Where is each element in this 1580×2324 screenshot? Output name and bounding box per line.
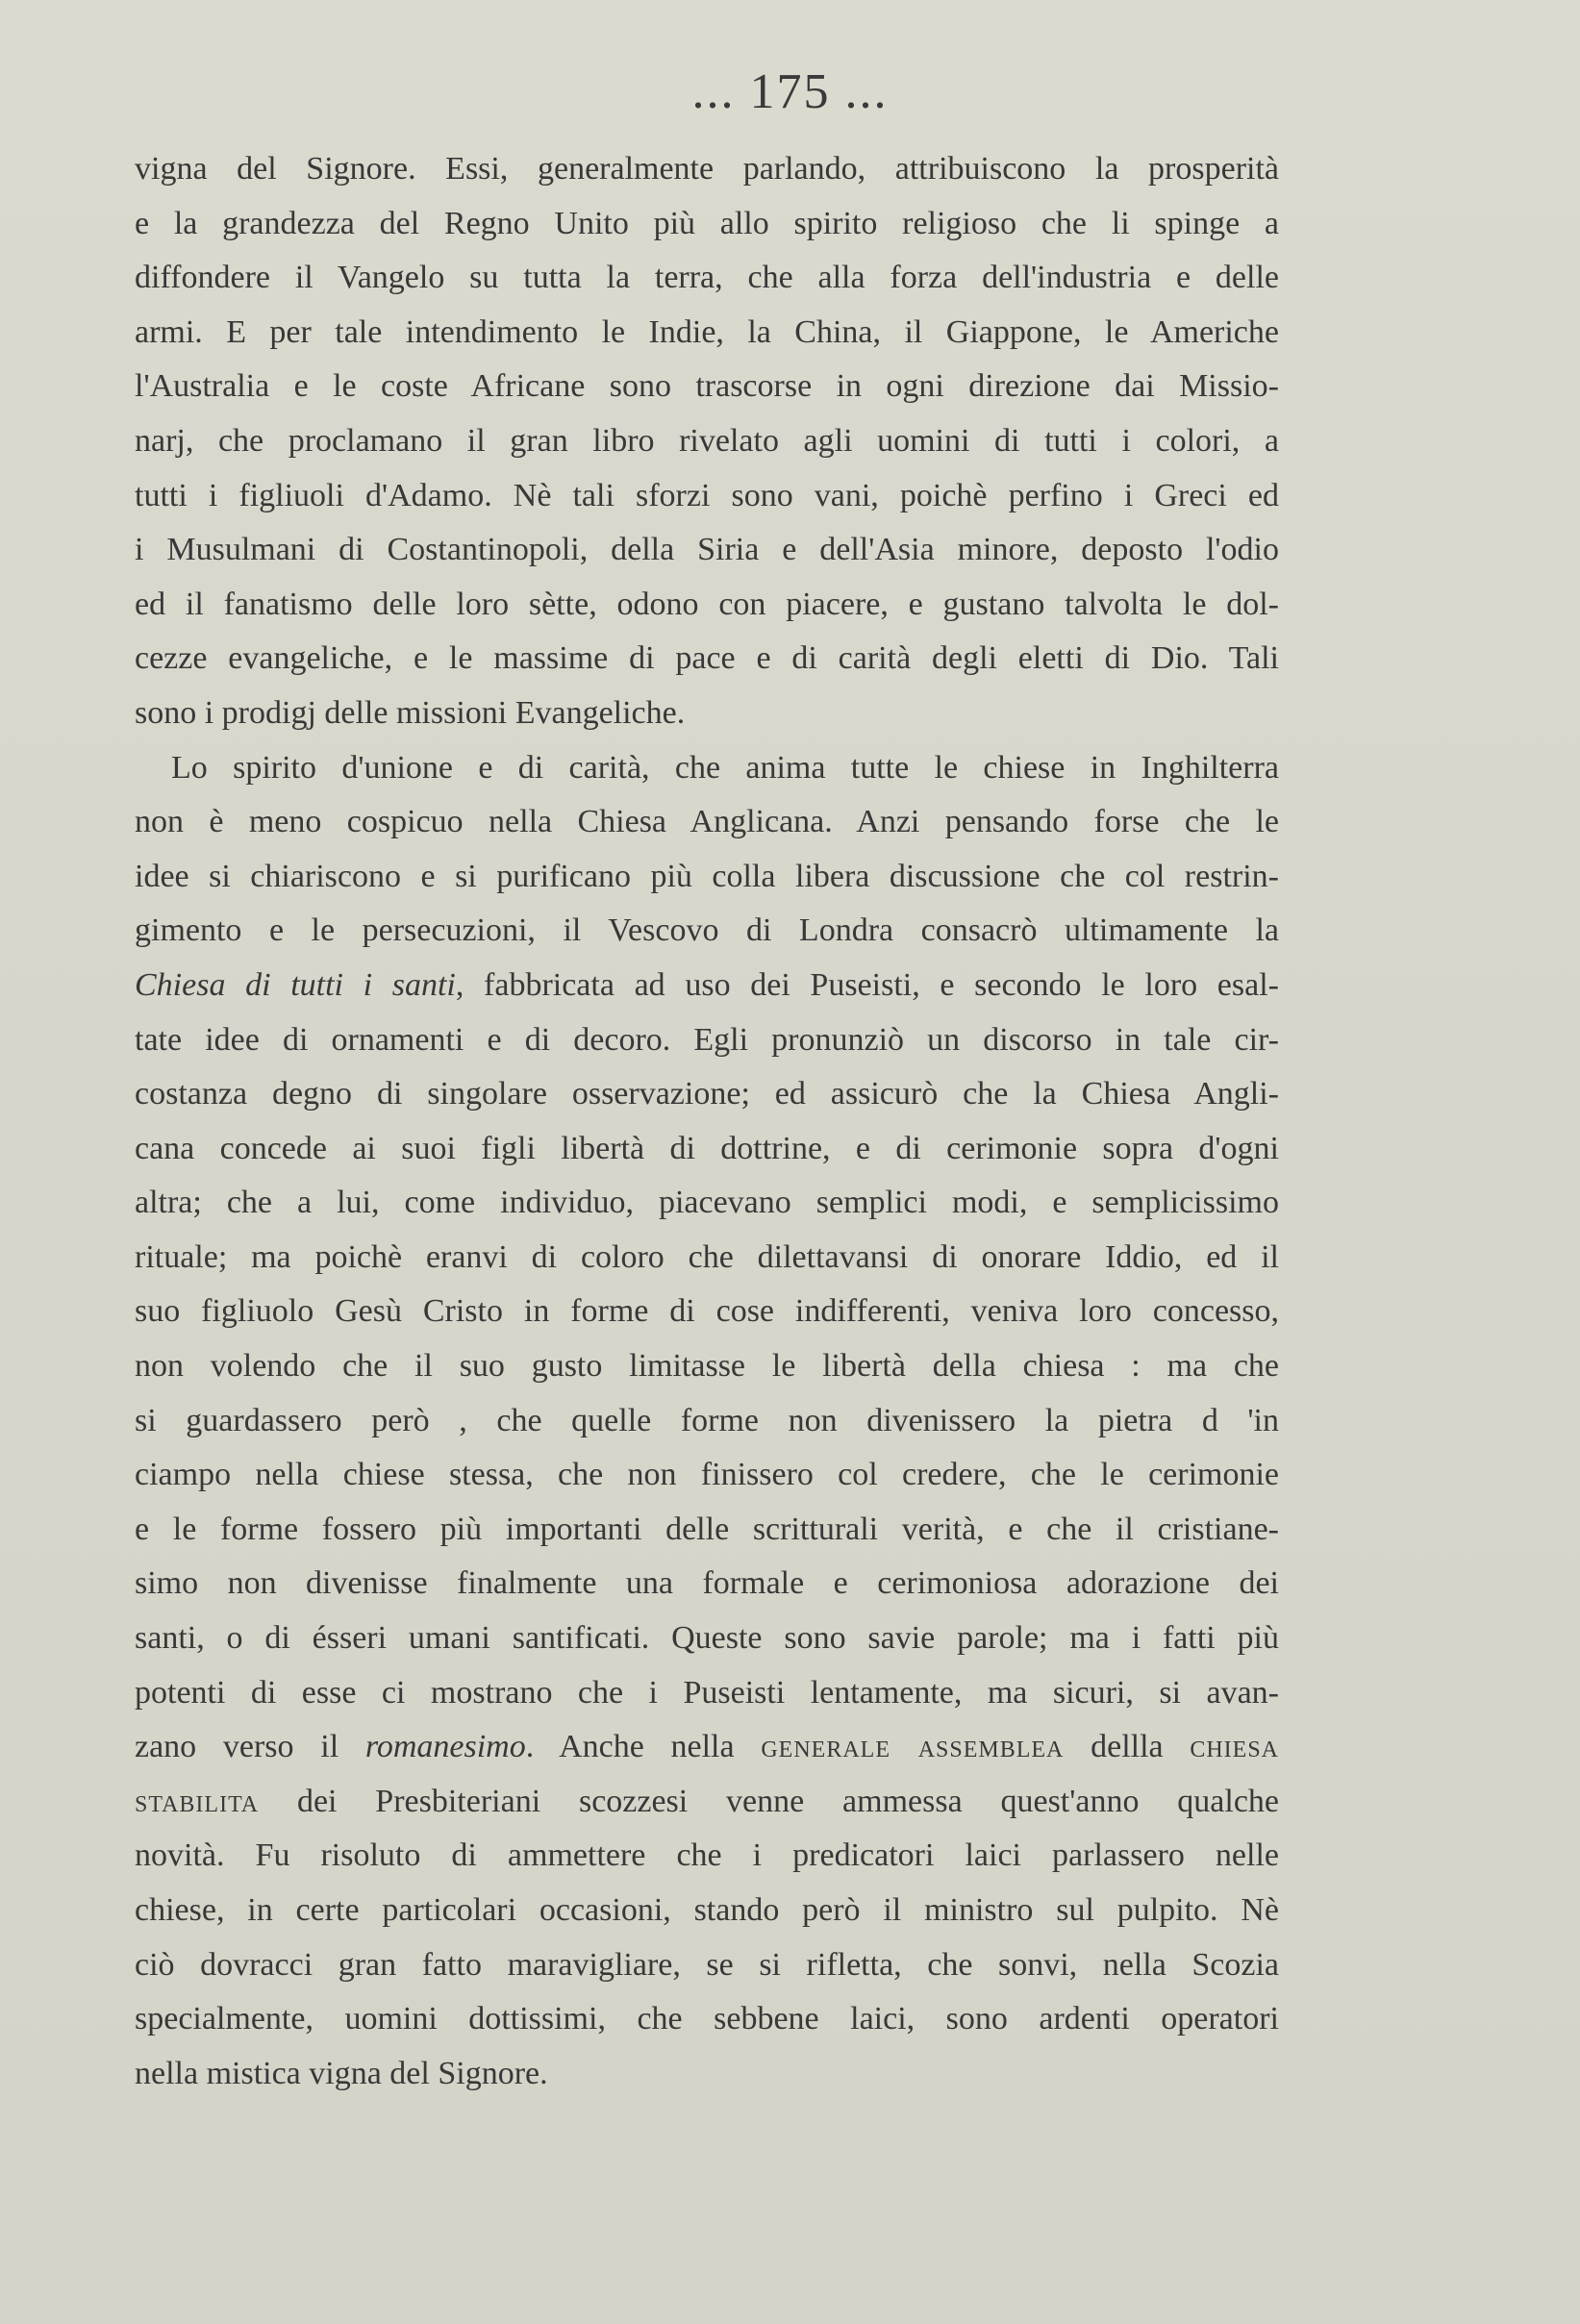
text-line (135, 1992, 1279, 2047)
line-text: chiese, in certe particolari occasioni, stando però il ministro sul pulpito. Nè (135, 1892, 1279, 1928)
line-text: si guardassero però , che quelle forme non divenissero la pietra d 'in (135, 1402, 1279, 1438)
text-line (135, 2047, 1279, 2102)
line-text: potenti di esse ci mostrano che i Puseisti lentamente, ma sicuri, si avan- (135, 1674, 1279, 1711)
line-text: cana concede ai suoi figli libertà di dottrine, e di cerimonie sopra d'ogni (135, 1130, 1279, 1166)
line-text: non volendo che il suo gusto limitasse le libertà della chiesa : ma che (135, 1348, 1279, 1385)
text-line (135, 197, 1279, 252)
line-text: altra; che a lui, come individuo, piacevano semplici modi, e semplicissimo (135, 1185, 1279, 1221)
line-text: rituale; ma poichè eranvi di coloro che dilettavansi di onorare Iddio, ed il (135, 1238, 1279, 1275)
text-line (135, 1231, 1279, 1286)
line-text: ed il fanatismo delle loro sètte, odono con piacere, e gustano talvolta le dol- (135, 586, 1279, 622)
italic-text: romanesimo (364, 1729, 526, 1765)
text-line (135, 1503, 1279, 1558)
line-text: nella mistica vigna del Signore. (135, 2055, 548, 2091)
text-line (135, 578, 1279, 633)
small-caps-text: generale assemblea (761, 1729, 1065, 1765)
text-line (135, 959, 1279, 1013)
line-text: i Musulmani di Costantinopoli, della Siria e dell'Asia minore, deposto l'odio (135, 532, 1279, 568)
text-line (135, 1176, 1279, 1231)
line-text: costanza degno di singolare osservazione; ed assicurò che la Chiesa Angli- (135, 1076, 1279, 1112)
line-text: vigna del Signore. Essi, generalmente parlando, attribuiscono la prosperità (135, 151, 1279, 187)
line-text: non è meno cospicuo nella Chiesa Anglicana. Anzi pensando forse che le (135, 804, 1279, 840)
text-line (135, 251, 1279, 306)
text-line (135, 1013, 1279, 1068)
text-line (135, 1666, 1279, 1721)
line-text: tutti i figliuoli d'Adamo. Nè tali sforzi sono vani, poichè perfino i Greci ed (135, 477, 1279, 513)
text-line (135, 741, 1279, 796)
line-text: ciò dovracci gran fatto maravigliare, se si rifletta, che sonvi, nella Scozia (135, 1946, 1279, 1983)
line-text: , fabbricata ad uso dei Puseisti, e secondo le loro esal- (455, 966, 1279, 1003)
line-text: armi. E per tale intendimento le Indie, la China, il Giappone, le Americhe (135, 313, 1279, 350)
text-line (135, 1720, 1279, 1775)
line-text: suo figliuolo Gesù Cristo in forme di cose indifferenti, veniva loro concesso, (135, 1293, 1279, 1330)
text-line (135, 1775, 1279, 1830)
text-line (135, 414, 1279, 469)
line-text: gimento e le persecuzioni, il Vescovo di Londra consacrò ultimamente la (135, 912, 1279, 949)
text-line (135, 1612, 1279, 1666)
line-text: specialmente, uomini dottissimi, che sebbene laici, sono ardenti operatori (135, 2001, 1279, 2037)
text-line (135, 306, 1279, 361)
text-line (135, 1067, 1279, 1122)
text-line (135, 904, 1279, 959)
line-text: diffondere il Vangelo su tutta la terra, che alla forza dell'industria e delle (135, 260, 1279, 296)
text-line (135, 469, 1279, 524)
text-line (135, 360, 1279, 414)
line-text: santi, o di ésseri umani santificati. Queste sono savie parole; ma i fatti più (135, 1620, 1279, 1657)
line-text: simo non divenisse finalmente una formale e cerimoniosa adorazione dei (135, 1565, 1279, 1602)
text-line (135, 1285, 1279, 1339)
line-text: cezze evangeliche, e le massime di pace e di carità degli eletti di Dio. Tali (135, 640, 1279, 677)
text-line (135, 142, 1279, 197)
line-text: sono i prodigj delle missioni Evangeliche. (135, 694, 686, 731)
text-line (135, 1557, 1279, 1612)
line-text: . Anche nella (525, 1729, 762, 1765)
italic-text: Chiesa di tutti i santi (135, 966, 456, 1003)
small-caps-text: stabilita (135, 1783, 260, 1819)
text-line (135, 1829, 1279, 1884)
text-line (135, 523, 1279, 578)
text-line (135, 687, 1279, 741)
line-text: Lo spirito d'unione e di carità, che anima tutte le chiese in Inghilterra (171, 749, 1279, 786)
line-text: idee si chiariscono e si purificano più colla libera discussione che col restrin- (135, 858, 1279, 894)
text-line (135, 1339, 1279, 1394)
line-text: zano verso il (135, 1729, 365, 1765)
text-line (135, 1394, 1279, 1449)
line-text: e le forme fossero più importanti delle scritturali verità, e che il cristiane- (135, 1511, 1279, 1547)
text-line (135, 1448, 1279, 1503)
line-text: tate idee di ornamenti e di decoro. Egli pronunziò un discorso in tale cir- (135, 1021, 1279, 1058)
line-text: l'Australia e le coste Africane sono trascorse in ogni direzione dai Missio- (135, 368, 1279, 405)
text-line (135, 632, 1279, 687)
line-text: dellla (1064, 1729, 1191, 1765)
small-caps-text: chiesa (1190, 1729, 1280, 1765)
line-text: narj, che proclamano il gran libro rivelato agli uomini di tutti i colori, a (135, 422, 1279, 459)
line-text: dei Presbiteriani scozzesi venne ammessa quest'anno qualche (259, 1783, 1279, 1819)
line-text: e la grandezza del Regno Unito più allo spirito religioso che li spinge a (135, 205, 1279, 241)
line-text: ciampo nella chiese stessa, che non finissero col credere, che le cerimonie (135, 1457, 1279, 1493)
text-line (135, 795, 1279, 850)
text-line (135, 1938, 1279, 1993)
text-line (135, 1884, 1279, 1938)
text-line (135, 1122, 1279, 1177)
page-number: ... 175 ... (691, 64, 889, 119)
body-text (135, 142, 1279, 2101)
text-line (135, 850, 1279, 905)
line-text: novità. Fu risoluto di ammettere che i predicatori laici parlassero nelle (135, 1837, 1279, 1874)
